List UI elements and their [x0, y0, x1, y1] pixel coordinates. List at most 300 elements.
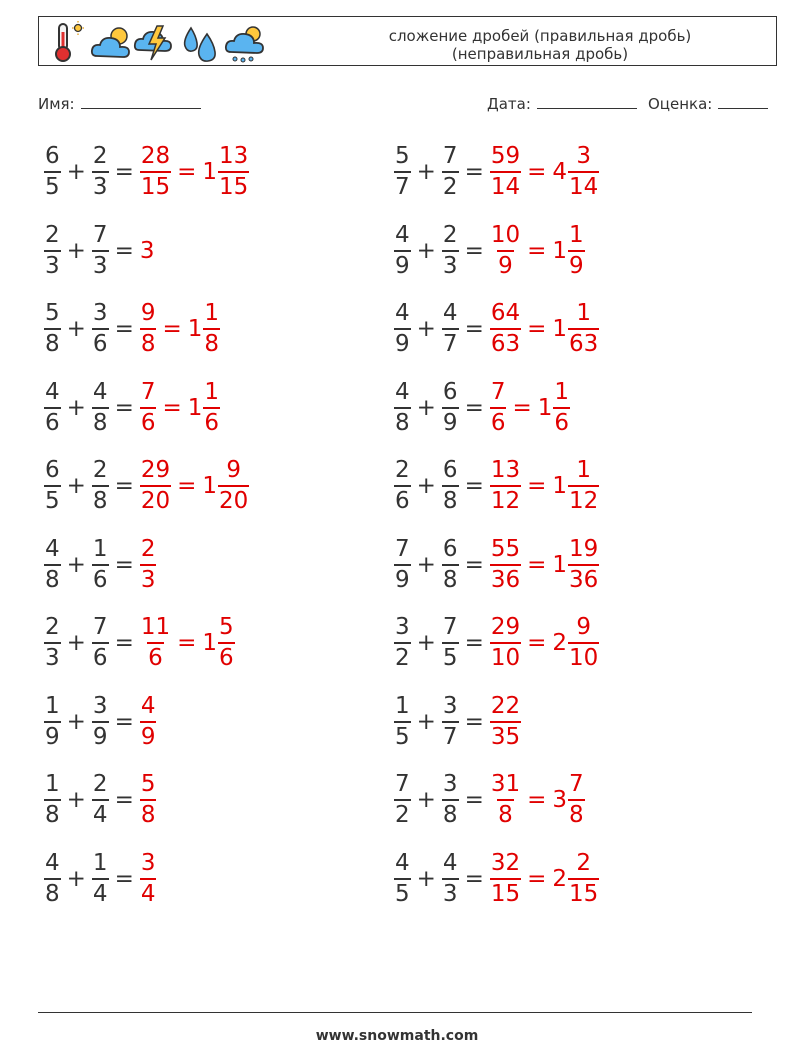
addend-1-numerator: 1	[395, 692, 410, 719]
mixed-fraction	[568, 302, 599, 356]
plus-sign: +	[416, 787, 436, 813]
addend-1	[44, 145, 61, 199]
answer-fraction-denominator: 14	[490, 171, 521, 199]
addend-2	[92, 302, 109, 356]
equals-sign: =	[464, 630, 484, 656]
answer	[140, 378, 220, 436]
answer-fraction	[490, 692, 521, 750]
answer-equals-sign: =	[527, 787, 547, 813]
addend-1-numerator: 1	[45, 692, 60, 719]
plus-sign: +	[66, 630, 86, 656]
date-field[interactable]	[487, 94, 637, 113]
mixed-whole: 1	[552, 237, 568, 264]
equals-sign: =	[464, 473, 484, 499]
answer-fraction-numerator: 7	[140, 378, 156, 405]
answer-fraction-denominator: 6	[490, 407, 507, 435]
answer-whole: 3	[139, 237, 155, 264]
addend-1-numerator: 3	[395, 614, 410, 640]
equals-sign: =	[114, 630, 134, 656]
answer-fraction	[490, 302, 521, 356]
addend-2-denominator: 4	[92, 878, 109, 906]
addend-1-numerator: 5	[395, 143, 410, 169]
addend-2-numerator: 2	[92, 771, 108, 797]
answer	[140, 238, 155, 264]
mixed-whole: 1	[202, 630, 218, 656]
answer-equals-sign: =	[177, 473, 197, 499]
mixed-fraction	[568, 221, 585, 279]
mixed-denominator: 15	[218, 171, 249, 199]
answer	[140, 849, 157, 907]
answer-fraction-numerator: 13	[490, 457, 521, 483]
problem-6	[394, 299, 599, 359]
addend-2-numerator: 3	[92, 300, 108, 326]
plus-sign: +	[416, 551, 436, 578]
equals-sign: =	[464, 865, 484, 892]
addend-1-numerator: 4	[45, 535, 60, 562]
addend-1	[44, 459, 61, 513]
plus-sign: +	[66, 708, 86, 735]
addend-2-numerator: 7	[442, 614, 458, 640]
answer	[140, 535, 157, 593]
mixed-numerator: 13	[219, 143, 249, 169]
mixed-numerator: 19	[569, 535, 599, 562]
grade-label: Оценка:	[648, 95, 713, 113]
addend-1	[44, 535, 61, 593]
rain-cloud-icon	[223, 20, 269, 64]
addend-2	[442, 773, 459, 827]
answer	[140, 616, 235, 670]
answer-fraction	[140, 773, 157, 827]
addend-2-numerator: 4	[442, 849, 458, 876]
answer	[490, 535, 599, 593]
addend-2-denominator: 3	[92, 171, 109, 199]
addend-2-denominator: 3	[442, 250, 459, 278]
answer	[140, 459, 249, 513]
plus-sign: +	[66, 787, 86, 813]
answer-fraction	[140, 302, 157, 356]
addend-1	[44, 378, 61, 436]
problem-1	[44, 142, 249, 202]
addend-1	[394, 616, 411, 670]
answer-fraction	[490, 616, 521, 670]
addend-1	[394, 692, 411, 750]
mixed-fraction	[203, 302, 220, 356]
mixed-whole: 1	[187, 394, 203, 421]
answer-fraction-numerator: 29	[140, 457, 171, 483]
answer-equals-sign: =	[527, 159, 547, 185]
answer-fraction-numerator: 31	[490, 771, 521, 797]
mixed-denominator: 9	[568, 250, 585, 278]
answer-fraction-numerator: 2	[140, 535, 156, 562]
mixed-numerator: 1	[576, 300, 591, 326]
mixed-numerator: 3	[576, 143, 591, 169]
equals-sign: =	[114, 159, 134, 185]
answer	[490, 378, 570, 436]
addend-2-numerator: 4	[92, 378, 108, 405]
addend-1-denominator: 5	[44, 171, 61, 199]
problem-4	[394, 221, 585, 281]
addend-2	[442, 849, 459, 907]
equals-sign: =	[464, 394, 484, 421]
equals-sign: =	[114, 316, 134, 342]
mixed-numerator: 1	[204, 378, 220, 405]
addend-1	[394, 849, 411, 907]
problem-20	[394, 849, 599, 909]
answer-equals-sign: =	[177, 630, 197, 656]
plus-sign: +	[66, 237, 86, 264]
footer-divider	[38, 1012, 752, 1013]
plus-sign: +	[416, 316, 436, 342]
answer-fraction-denominator: 36	[490, 564, 521, 592]
answer-fraction-numerator: 28	[140, 143, 171, 169]
thermometer-sun-icon	[51, 20, 85, 64]
addend-2-denominator: 2	[442, 171, 459, 199]
mixed-fraction	[568, 773, 585, 827]
addend-1-numerator: 2	[45, 614, 60, 640]
addend-1-numerator: 2	[395, 457, 410, 483]
problem-19	[44, 849, 156, 909]
answer-fraction-numerator: 32	[490, 849, 521, 876]
grade-field[interactable]	[648, 94, 768, 113]
mixed-whole: 1	[552, 473, 568, 499]
answer-fraction-denominator: 15	[140, 171, 171, 199]
answer-fraction	[140, 378, 157, 436]
addend-1	[394, 459, 411, 513]
addend-2-numerator: 4	[442, 300, 458, 326]
answer-fraction	[140, 145, 171, 199]
answer-fraction-numerator: 55	[490, 535, 521, 562]
addend-1-numerator: 4	[395, 221, 410, 248]
answer	[140, 145, 249, 199]
answer-fraction-numerator: 59	[490, 143, 521, 169]
addend-1-denominator: 9	[394, 564, 411, 592]
addend-1-numerator: 4	[395, 378, 410, 405]
addend-2	[92, 773, 109, 827]
addend-2	[442, 221, 459, 279]
mixed-denominator: 12	[568, 485, 599, 513]
answer-equals-sign: =	[527, 473, 547, 499]
problem-2	[394, 142, 599, 202]
equals-sign: =	[114, 237, 134, 264]
answer-fraction-numerator: 11	[140, 614, 171, 640]
answer	[490, 692, 521, 750]
plus-sign: +	[416, 237, 436, 264]
answer	[490, 849, 599, 907]
addend-1-denominator: 2	[394, 799, 411, 827]
addend-1-denominator: 8	[44, 878, 61, 906]
addend-1	[44, 302, 61, 356]
addend-1-numerator: 6	[45, 457, 60, 483]
answer-fraction	[140, 849, 157, 907]
problem-10	[394, 456, 599, 516]
answer-fraction-denominator: 9	[140, 721, 157, 749]
problem-11	[44, 535, 156, 595]
answer-fraction-numerator: 3	[140, 849, 156, 876]
mixed-fraction	[568, 849, 599, 907]
plus-sign: +	[416, 159, 436, 185]
answer-fraction	[490, 378, 507, 436]
addend-2	[92, 535, 109, 593]
answer-equals-sign: =	[527, 237, 547, 264]
addend-2-denominator: 4	[92, 799, 109, 827]
answer	[140, 302, 220, 356]
addend-1	[394, 302, 411, 356]
equals-sign: =	[464, 551, 484, 578]
answer-equals-sign: =	[512, 394, 532, 421]
problem-18	[394, 770, 585, 830]
answer-fraction	[140, 535, 157, 593]
addend-2-denominator: 6	[92, 642, 109, 670]
title-line-1: сложение дробей (правильная дробь)	[388, 27, 692, 45]
addend-2-numerator: 6	[442, 457, 458, 483]
addend-2-denominator: 7	[442, 721, 459, 749]
mixed-fraction	[218, 616, 235, 670]
answer	[490, 773, 585, 827]
answer	[490, 459, 599, 513]
plus-sign: +	[416, 708, 436, 735]
mixed-denominator: 8	[568, 799, 585, 827]
answer	[490, 302, 599, 356]
mixed-denominator: 20	[218, 485, 249, 513]
answer-fraction-denominator: 10	[490, 642, 521, 670]
answer-fraction-denominator: 6	[147, 642, 164, 670]
addend-1	[44, 616, 61, 670]
answer-fraction-numerator: 9	[140, 300, 156, 326]
addend-1-numerator: 2	[45, 221, 60, 248]
mixed-numerator: 9	[226, 457, 241, 483]
mixed-fraction	[568, 145, 599, 199]
answer	[490, 221, 585, 279]
problem-8	[394, 378, 570, 438]
plus-sign: +	[66, 159, 86, 185]
mixed-denominator: 63	[568, 328, 599, 356]
addend-1-denominator: 9	[394, 328, 411, 356]
answer-fraction-numerator: 5	[140, 771, 156, 797]
answer-fraction-denominator: 12	[490, 485, 521, 513]
addend-2	[442, 692, 459, 750]
addend-2-denominator: 8	[92, 485, 109, 513]
problem-14	[394, 613, 599, 673]
addend-2-denominator: 8	[442, 485, 459, 513]
addend-1-numerator: 4	[395, 300, 410, 326]
problem-16	[394, 692, 521, 752]
addend-2	[442, 302, 459, 356]
addend-2-numerator: 7	[442, 143, 458, 169]
mixed-denominator: 8	[203, 328, 220, 356]
mixed-denominator: 15	[568, 878, 599, 906]
answer-fraction-denominator: 35	[490, 721, 521, 749]
answer-fraction-denominator: 9	[497, 250, 514, 278]
plus-sign: +	[66, 473, 86, 499]
sun-cloud-icon	[89, 20, 135, 64]
addend-2-denominator: 7	[442, 328, 459, 356]
addend-1	[394, 535, 411, 593]
addend-1-denominator: 5	[394, 721, 411, 749]
addend-1-numerator: 4	[395, 849, 410, 876]
water-drops-icon	[181, 20, 223, 64]
mixed-whole: 1	[202, 473, 218, 499]
mixed-numerator: 7	[569, 771, 584, 797]
addend-1-denominator: 5	[394, 878, 411, 906]
answer-fraction	[490, 459, 521, 513]
mixed-whole: 2	[552, 630, 568, 656]
addend-2	[92, 221, 109, 279]
addend-1-denominator: 5	[44, 485, 61, 513]
addend-2	[442, 535, 459, 593]
addend-2	[442, 378, 459, 436]
answer	[490, 145, 599, 199]
problem-3	[44, 221, 154, 281]
answer-fraction	[140, 692, 157, 750]
addend-2-numerator: 2	[92, 457, 108, 483]
answer	[140, 773, 157, 827]
equals-sign: =	[114, 708, 134, 735]
date-blank[interactable]	[537, 94, 637, 109]
addend-2-denominator: 8	[442, 564, 459, 592]
answer-fraction-denominator: 4	[140, 878, 157, 906]
addend-2-numerator: 3	[442, 771, 458, 797]
equals-sign: =	[464, 787, 484, 813]
addend-1-denominator: 8	[394, 407, 411, 435]
addend-1-numerator: 7	[395, 771, 410, 797]
addend-2-numerator: 7	[92, 221, 108, 248]
addend-2-denominator: 3	[92, 250, 109, 278]
answer-fraction-numerator: 22	[490, 692, 521, 719]
mixed-whole: 2	[552, 865, 568, 892]
addend-1-denominator: 6	[394, 485, 411, 513]
mixed-numerator: 9	[576, 614, 591, 640]
mixed-numerator: 5	[219, 614, 234, 640]
addend-2-numerator: 6	[442, 378, 458, 405]
addend-1	[44, 849, 61, 907]
equals-sign: =	[114, 551, 134, 578]
addend-1	[394, 221, 411, 279]
addend-1	[394, 773, 411, 827]
addend-2	[442, 459, 459, 513]
mixed-whole: 1	[187, 316, 203, 342]
mixed-whole: 1	[552, 551, 568, 578]
mixed-numerator: 1	[204, 300, 220, 326]
date-label: Дата:	[487, 95, 531, 113]
answer-fraction-numerator: 4	[140, 692, 156, 719]
equals-sign: =	[464, 316, 484, 342]
answer-equals-sign: =	[527, 630, 547, 656]
problem-12	[394, 535, 599, 595]
answer-fraction	[490, 535, 521, 593]
addend-1-denominator: 7	[394, 171, 411, 199]
mixed-denominator: 14	[568, 171, 599, 199]
equals-sign: =	[114, 787, 134, 813]
problem-9	[44, 456, 249, 516]
addend-2	[92, 459, 109, 513]
mixed-fraction	[218, 145, 249, 199]
addend-1-denominator: 8	[44, 564, 61, 592]
addend-2-denominator: 6	[92, 328, 109, 356]
addend-2-numerator: 1	[92, 849, 108, 876]
mixed-denominator: 6	[203, 407, 220, 435]
addend-1	[44, 692, 61, 750]
addend-1-denominator: 9	[394, 250, 411, 278]
answer-fraction-denominator: 20	[140, 485, 171, 513]
addend-2-numerator: 3	[92, 692, 108, 719]
answer-fraction-denominator: 8	[140, 799, 157, 827]
title-line-2: (неправильная дробь)	[451, 45, 629, 63]
answer-equals-sign: =	[162, 316, 182, 342]
addend-2-numerator: 7	[92, 614, 108, 640]
answer-equals-sign: =	[162, 394, 182, 421]
plus-sign: +	[416, 473, 436, 499]
equals-sign: =	[464, 237, 484, 264]
addend-1-numerator: 1	[45, 771, 60, 797]
equals-sign: =	[114, 865, 134, 892]
addend-2-denominator: 5	[442, 642, 459, 670]
answer-fraction	[140, 616, 171, 670]
footer-site: www.snowmath.com	[315, 1028, 479, 1044]
addend-2	[442, 145, 459, 199]
addend-1-denominator: 3	[44, 250, 61, 278]
problem-15	[44, 692, 156, 752]
mixed-denominator: 10	[568, 642, 599, 670]
answer-fraction-numerator: 29	[490, 614, 521, 640]
addend-2	[92, 145, 109, 199]
answer-fraction	[140, 459, 171, 513]
addend-2-denominator: 6	[92, 564, 109, 592]
answer-fraction-numerator: 10	[490, 221, 521, 248]
name-blank[interactable]	[81, 94, 201, 109]
answer-fraction-numerator: 7	[490, 378, 506, 405]
answer-equals-sign: =	[527, 865, 547, 892]
addend-2-denominator: 9	[92, 721, 109, 749]
mixed-fraction	[568, 459, 599, 513]
addend-2-numerator: 2	[92, 143, 108, 169]
equals-sign: =	[114, 473, 134, 499]
answer-fraction	[490, 221, 521, 279]
mixed-fraction	[203, 378, 220, 436]
plus-sign: +	[416, 394, 436, 421]
grade-blank[interactable]	[718, 94, 768, 109]
answer	[490, 616, 599, 670]
answer-fraction-denominator: 63	[490, 328, 521, 356]
name-label: Имя:	[38, 95, 75, 113]
addend-2-numerator: 1	[92, 535, 108, 562]
addend-1	[394, 145, 411, 199]
mixed-whole: 1	[552, 316, 568, 342]
worksheet-title	[330, 27, 750, 63]
addend-2-denominator: 3	[442, 878, 459, 906]
addend-2	[442, 616, 459, 670]
mixed-whole: 3	[552, 787, 568, 813]
mixed-denominator: 6	[553, 407, 570, 435]
equals-sign: =	[464, 159, 484, 185]
plus-sign: +	[416, 630, 436, 656]
addend-1-numerator: 4	[45, 849, 60, 876]
problem-7	[44, 378, 220, 438]
mixed-denominator: 6	[218, 642, 235, 670]
answer-fraction-numerator: 64	[490, 300, 521, 326]
answer-fraction-denominator: 8	[497, 799, 514, 827]
addend-2-numerator: 3	[442, 692, 458, 719]
answer-fraction-denominator: 6	[140, 407, 157, 435]
name-field[interactable]	[38, 94, 201, 113]
answer-equals-sign: =	[527, 316, 547, 342]
plus-sign: +	[416, 865, 436, 892]
answer-fraction-denominator: 8	[140, 328, 157, 356]
addend-1-denominator: 9	[44, 721, 61, 749]
answer-equals-sign: =	[527, 551, 547, 578]
addend-1-denominator: 8	[44, 799, 61, 827]
answer-fraction-denominator: 3	[140, 564, 157, 592]
addend-1	[44, 773, 61, 827]
